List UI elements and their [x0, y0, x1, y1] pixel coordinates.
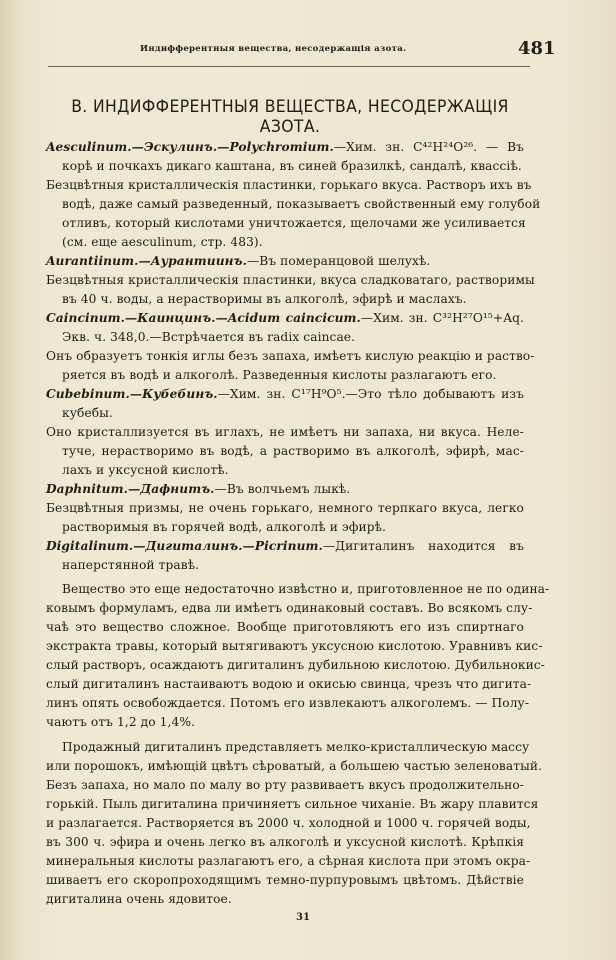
- text-line: Оно кристаллизуется въ иглахъ, не имѣетъ ни запаха, ни вкуса. Неле-: [46, 425, 524, 439]
- section-title: B. ИНДИФФЕРЕНТНЫЯ ВЕЩЕСТВА, НЕСОДЕРЖАЩІЯ АЗОТА.: [71, 97, 509, 137]
- text-line: Безцвѣтныя призмы, не очень горькаго, немного терпкаго вкуса, легко: [46, 501, 524, 515]
- text-line: ряется въ водѣ и алкоголѣ. Разведенныя кислоты разлагаютъ его.: [62, 368, 497, 382]
- paragraph-line: слый дигиталинъ настаиваютъ водою и окисью свинца, чрезъ что дигита-: [46, 677, 532, 691]
- paragraph-line: шиваетъ его скоропроходящимъ темно-пурпуровымъ цвѣтомъ. Дѣйствіе: [46, 873, 524, 887]
- signature-mark: 31: [296, 912, 310, 923]
- text-line: отливъ, который кислотами уничтожается, щелочами же усиливается: [62, 216, 526, 230]
- paragraph-line: Продажный дигиталинъ представляетъ мелко-кристаллическую массу: [62, 740, 530, 754]
- entry-caincinum-line: [46, 312, 524, 324]
- entry-text: —Дигиталинъ находится въ: [322, 539, 524, 553]
- text-line: Безцвѣтныя кристаллическія пластинки, горькаго вкуса. Растворъ ихъ въ: [46, 178, 532, 192]
- entry-head: Aesculinum.—Эскулинъ.—Polychromium.: [46, 140, 334, 154]
- running-head: Индифферентныя вещества, несодержащія азота.: [140, 44, 407, 54]
- entry-head: Caincinum.—Каинцинъ.—Acidum caincicum.: [46, 311, 361, 325]
- paragraph-line: экстракта травы, который вытягиваютъ уксусною кислотою. Уравнивъ кис-: [46, 639, 543, 653]
- text-line: корѣ и почкахъ дикаго каштана, въ синей бразилкѣ, сандалѣ, квассіѣ.: [62, 159, 522, 173]
- text-line: растворимыя въ горячей водѣ, алкоголѣ и эфирѣ.: [62, 520, 387, 534]
- text-line: Экв. ч. 348,0.—Встрѣчается въ radix caincae.: [62, 330, 356, 344]
- text-line: кубебы.: [62, 406, 113, 420]
- header-rule: [48, 66, 530, 67]
- entry-head: Aurantiinum.—Аурантиинъ.: [46, 254, 247, 268]
- entry-text: —Въ померанцовой шелухѣ.: [246, 254, 431, 268]
- entry-head: Cubebinum.—Кубебинъ.: [46, 387, 218, 401]
- paragraph-line: Безъ запаха, но мало по малу во рту развиваетъ вкусъ продолжительно-: [46, 778, 524, 792]
- paragraph-line: чаютъ отъ 1,2 до 1,4%.: [46, 715, 196, 729]
- text-line: (см. еще aesculinum, стр. 483).: [62, 235, 263, 249]
- paragraph-line: минеральныя кислоты разлагаютъ его, а сѣрная кислота при этомъ окра-: [46, 854, 531, 868]
- paragraph-line: или порошокъ, имѣющій цвѣтъ сѣроватый, а большею частью зеленоватый.: [46, 759, 543, 773]
- entry-text: —Хим. зн. C³²H²⁷O¹⁵+Aq.: [360, 311, 524, 325]
- entry-head: Daphnitum.—Дафнитъ.: [46, 482, 215, 496]
- text-line: водѣ, даже самый разведенный, показываетъ свойственный ему голубой: [62, 197, 541, 211]
- paragraph-line: Вещество это еще недостаточно извѣстно и, приготовленное не по одина-: [62, 582, 550, 596]
- entry-cubebinum-line: [46, 388, 524, 400]
- paragraph-line: ковымъ формуламъ, едва ли имѣетъ одинаковый составъ. Во всякомъ слу-: [46, 601, 533, 615]
- paragraph-line: линъ опять освобождается. Потомъ его извлекаютъ алкоголемъ. — Полу-: [46, 696, 530, 710]
- entry-aurantiinum-line: [46, 255, 546, 267]
- entry-text: —Хим. зн. C⁴²H²⁴O²⁶. — Въ: [333, 140, 524, 154]
- text-line: наперстянной травѣ.: [62, 558, 200, 572]
- entry-aesculinum-line: [46, 141, 524, 153]
- paragraph-line: слый растворъ, осаждаютъ дигиталинъ дубильною кислотою. Дубильнокис-: [46, 658, 545, 672]
- entry-head: Digitalinum.—Дигиталинъ.—Picrinum.: [46, 539, 323, 553]
- paragraph-line: въ 300 ч. эфира и очень легко въ алкоголѣ и уксусной кислотѣ. Крѣпкія: [46, 835, 524, 849]
- text-line: Онъ образуетъ тонкія иглы безъ запаха, имѣетъ кислую реакцію и раство-: [46, 349, 535, 363]
- page-number: 481: [518, 38, 556, 59]
- paragraph-line: дигиталина очень ядовитое.: [46, 892, 232, 906]
- text-line: туче, нерастворимо въ водѣ, а растворимо въ алкоголѣ, эфирѣ, мас-: [62, 444, 524, 458]
- paragraph-line: горькій. Пыль дигиталина причиняетъ сильное чиханіе. Въ жару плавится: [46, 797, 539, 811]
- paragraph-line: и разлагается. Растворяется въ 2000 ч. холодной и 1000 ч. горячей воды,: [46, 816, 531, 830]
- text-line: лахъ и уксусной кислотѣ.: [62, 463, 229, 477]
- text-line: въ 40 ч. воды, а нерастворимы въ алкоголѣ, эфирѣ и маслахъ.: [62, 292, 467, 306]
- entry-text: —Въ волчьемъ лыкѣ.: [214, 482, 351, 496]
- entry-digitalinum-line: [46, 540, 524, 552]
- paragraph-line: чаѣ это вещество сложное. Вообще приготовляютъ его изъ спиртнаго: [46, 620, 524, 634]
- entry-daphnitum-line: [46, 483, 546, 495]
- text-line: Безцвѣтныя кристаллическія пластинки, вкуса сладковатаго, растворимы: [46, 273, 535, 287]
- entry-text: —Хим. зн. C¹⁷H⁹O⁵.—Это тѣло добываютъ изъ: [217, 387, 524, 401]
